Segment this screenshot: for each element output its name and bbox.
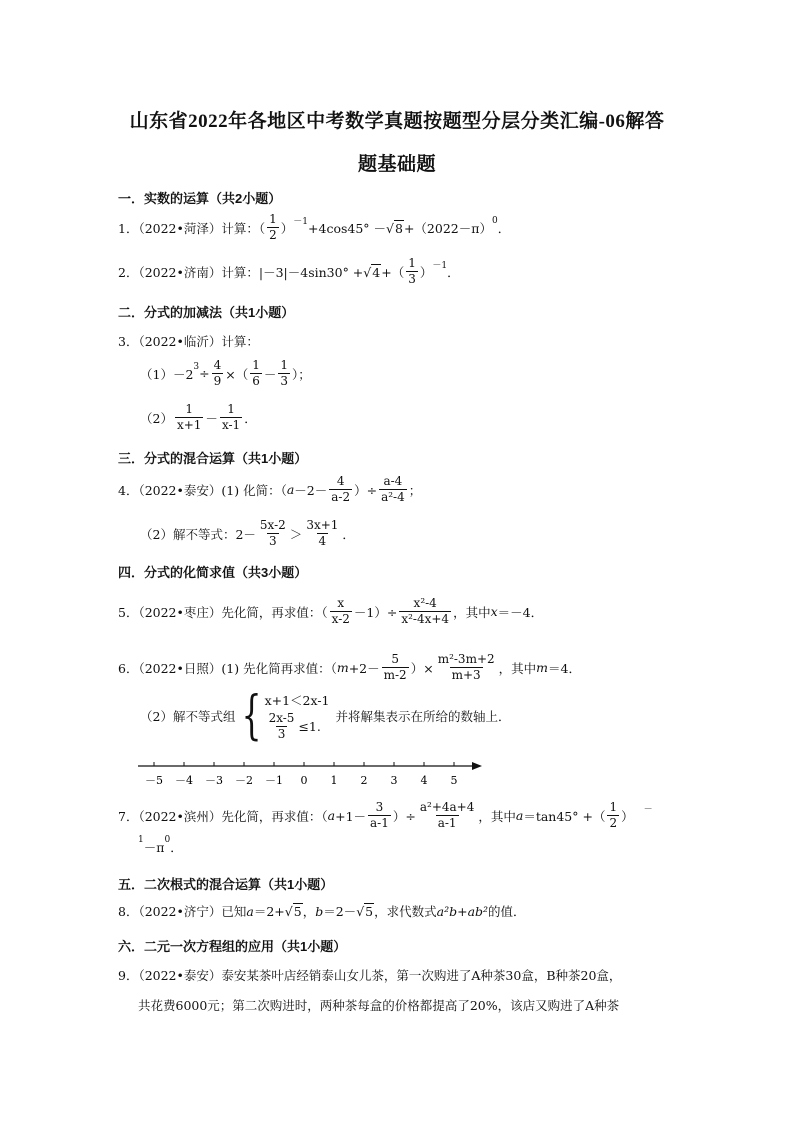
q4-fraction	[329, 474, 352, 505]
q7-variable: a	[515, 808, 524, 823]
question-2	[118, 256, 460, 287]
q6-text: 并将解集表示在所给的数轴上．	[335, 709, 511, 724]
q5-text: ，其中	[453, 604, 491, 620]
q6-text: ＝4．	[548, 660, 581, 676]
q8-radicand: 5	[365, 904, 374, 919]
frac-den: x²-4x+4	[401, 612, 450, 626]
q2-text: ）	[419, 264, 433, 280]
number-line-tick-label: 1	[330, 774, 338, 787]
q4-text: ；	[408, 482, 422, 498]
frac-num: 1	[609, 800, 618, 814]
question-3-part-2	[140, 402, 257, 433]
q3-text: （2）	[140, 410, 173, 426]
question-4-part-1	[118, 474, 421, 505]
frac-num: 1	[280, 358, 289, 372]
frac-num: 1	[185, 402, 193, 416]
q8-radicand: 5	[293, 904, 302, 919]
q1-fraction	[267, 212, 279, 243]
q8-variable: b	[315, 903, 324, 919]
q1-text: 1．（2022•菏泽）计算：（	[118, 220, 266, 236]
q4-fraction	[258, 518, 288, 549]
frac-den: x-1	[221, 418, 241, 432]
q3-text: －	[263, 366, 277, 382]
q8-text: ，	[302, 904, 316, 919]
frac-num: 4	[213, 358, 222, 372]
q8-text: 的值．	[488, 904, 526, 919]
q2-fraction	[406, 256, 418, 287]
q3-text: ×（	[225, 366, 249, 382]
question-9-line-2: 共花费6000元；第二次购进时，两种茶每盒的价格都提高了20%，该店又购进了A种茶	[138, 998, 620, 1013]
inequality-system	[265, 691, 330, 742]
section-heading-4: 四．分式的化简求值（共3小题）	[118, 565, 308, 580]
q7-exponent: 1	[138, 835, 144, 845]
number-line-tick-label: 0	[300, 774, 308, 787]
q2-sqrt: √ 4	[363, 264, 381, 280]
q4-fraction	[379, 474, 407, 505]
frac-num: a²+4a+4	[419, 800, 475, 814]
frac-num: m²-3m+2	[437, 652, 495, 666]
number-line-tick-label: －4	[175, 774, 193, 787]
question-6-part-1	[118, 652, 581, 683]
q6-fraction	[382, 652, 409, 683]
q2-frac-num: 1	[408, 256, 416, 270]
number-line-arrow	[472, 762, 482, 770]
q3-fraction	[220, 402, 242, 433]
question-3: 3．（2022•临沂）计算：	[118, 334, 259, 349]
q1-radicand: 8	[395, 220, 403, 236]
system-brace: {	[242, 686, 262, 746]
number-line-tick-label: －2	[235, 774, 253, 787]
q6-text: +2－	[348, 660, 380, 676]
q7-exponent: －	[643, 805, 653, 815]
q1-text: ）	[280, 220, 294, 236]
frac-den: m-2	[383, 668, 407, 682]
q2-frac-den: 3	[408, 272, 416, 286]
frac-num: 5	[391, 652, 399, 666]
frac-num: 3x+1	[306, 518, 339, 532]
frac-num: 3	[375, 800, 384, 814]
section-heading-3: 三．分式的混合运算（共1小题）	[118, 451, 308, 466]
q7-text: ）	[621, 808, 634, 824]
q7-variable: a	[327, 808, 336, 823]
frac-num: 4	[336, 474, 345, 488]
q8-sqrt: √ 5	[284, 904, 302, 919]
q7-text: +1－	[335, 808, 367, 824]
number-line	[130, 756, 490, 792]
q1-exponent: －1	[293, 217, 309, 227]
q3-text: ．	[244, 410, 257, 426]
number-line-tick-label: －1	[265, 774, 283, 787]
frac-den: 3	[269, 534, 277, 548]
q2-text: 2．（2022•济南）计算：|－3|－4sin30° +	[118, 264, 364, 280]
q3-text: ÷	[199, 366, 210, 381]
question-1	[118, 212, 510, 243]
question-7-continued	[138, 835, 183, 856]
number-line-tick-label: 5	[450, 774, 458, 787]
q3-fraction	[278, 358, 290, 389]
q7-text: 7．（2022•滨州）先化简，再求值：（	[118, 808, 328, 824]
frac-den: a-1	[370, 816, 389, 830]
page-title-line2: 题基础题	[357, 154, 436, 175]
frac-num: a-4	[383, 474, 403, 488]
q5-fraction	[330, 596, 352, 627]
frac-den: 4	[318, 534, 327, 548]
q1-frac-num: 1	[269, 212, 277, 226]
q3-fraction	[212, 358, 224, 389]
q2-exponent: －1	[432, 261, 448, 271]
q2-text: +（	[381, 264, 405, 280]
q6-variable: m	[336, 660, 349, 675]
number-line-tick-label: 2	[360, 774, 368, 787]
q2-text: ．	[447, 264, 460, 280]
q4-text: （2）解不等式：2－	[140, 526, 256, 542]
q1-exponent: 0	[491, 215, 498, 226]
frac-den: 2	[609, 816, 618, 830]
q4-text: 4．（2022•泰安）(1) 化简：（	[118, 482, 287, 498]
q8-sqrt: √ 5	[356, 904, 374, 919]
q8-text: ，求代数式	[374, 904, 437, 919]
q6-variable: m	[536, 660, 549, 675]
section-heading-2: 二．分式的加减法（共1小题）	[118, 305, 295, 320]
q3-text: －	[205, 410, 218, 426]
q1-text: ．	[497, 220, 511, 236]
q4-fraction	[304, 518, 340, 549]
frac-num: x²-4	[413, 596, 437, 610]
frac-num: 2x-5	[268, 710, 295, 725]
page-title-line1: 山东省2022年各地区中考数学真题按题型分层分类汇编-06解答	[129, 111, 665, 132]
q5-variable: x	[490, 604, 498, 619]
q5-fraction	[399, 596, 451, 627]
question-9-line-1: 9．（2022•泰安）泰安某茶叶店经销泰山女儿茶，第一次购进了A种茶30盒，B种茶20盒，	[118, 968, 622, 983]
number-line-tick-label: －3	[205, 774, 223, 787]
frac-den: a-2	[331, 490, 351, 504]
q7-fraction	[368, 800, 391, 831]
q8-text: ＝2+	[253, 904, 285, 919]
question-5	[118, 596, 543, 627]
frac-num: x	[337, 596, 345, 610]
q2-radicand: 4	[372, 264, 381, 280]
q4-text: －2－	[294, 482, 328, 498]
q1-text: +4cos45° －	[308, 220, 387, 236]
q6-text: ）×	[410, 660, 434, 676]
number-line-tick-label: 3	[390, 774, 398, 787]
q1-frac-den: 2	[269, 228, 277, 242]
q7-fraction	[418, 800, 477, 831]
frac-den: a²-4	[381, 490, 405, 504]
q3-text: （1）－2	[140, 366, 194, 382]
q7-text: ）÷	[392, 808, 416, 824]
q1-text: +（2022－π）	[403, 220, 492, 236]
q5-text: 5．（2022•枣庄）先化简，再求值：（	[118, 604, 328, 620]
question-3-part-1	[140, 358, 311, 389]
question-6-part-2	[140, 686, 511, 746]
frac-den: 9	[213, 374, 222, 388]
q7-text: －π	[143, 840, 165, 855]
frac-den: 6	[252, 374, 260, 388]
question-4-part-2	[140, 518, 355, 549]
q6-fraction	[267, 711, 297, 742]
frac-den: m+3	[451, 668, 481, 682]
q4-variable: a	[286, 482, 295, 497]
q1-sqrt: √ 8	[386, 220, 403, 236]
q8-variable: a	[246, 903, 254, 919]
q4-text: ．	[342, 526, 355, 542]
q7-text: ，其中	[478, 808, 516, 824]
number-line-tick-label: 4	[420, 774, 428, 787]
q8-text: 8．（2022•济宁）已知	[118, 904, 247, 919]
question-8	[118, 902, 526, 920]
q4-text: ）÷	[354, 482, 378, 498]
frac-num: 1	[227, 402, 235, 416]
frac-den: x+1	[176, 418, 202, 432]
inequality-row-1: x+1＜2x-1	[264, 692, 330, 708]
q3-fraction	[250, 358, 262, 389]
q5-text: ＝－4．	[497, 604, 544, 620]
q6-text: ≤1.	[298, 718, 321, 734]
number-line-tick-label: －5	[145, 774, 163, 787]
frac-den: 3	[280, 374, 289, 388]
frac-num: 1	[252, 358, 260, 372]
q3-exponent: 3	[193, 361, 200, 372]
q3-text: ）；	[292, 366, 311, 382]
q7-fraction	[607, 800, 619, 831]
q6-text: 6．（2022•日照）(1) 先化简再求值：（	[118, 660, 337, 676]
q3-fraction	[175, 402, 203, 433]
q7-text: ＝tan45° +（	[523, 808, 606, 824]
section-heading-5: 五．二次根式的混合运算（共1小题）	[118, 877, 334, 892]
q8-expression: a²b+ab²	[436, 903, 489, 919]
q4-text: ＞	[289, 526, 303, 542]
q7-exponent: 0	[164, 835, 171, 845]
q7-text: ．	[170, 840, 183, 855]
frac-num: 5x-2	[259, 518, 286, 532]
frac-den: x-2	[331, 612, 350, 626]
q6-text: （2）解不等式组	[140, 709, 236, 724]
q5-text: －1）÷	[353, 604, 398, 620]
question-7	[118, 800, 653, 831]
frac-den: 3	[277, 726, 286, 741]
inequality-row-2	[265, 711, 330, 742]
section-heading-6: 六．二元一次方程组的应用（共1小题）	[118, 939, 347, 954]
frac-den: a-1	[437, 816, 457, 830]
q6-fraction	[436, 652, 497, 683]
q6-text: ，其中	[498, 660, 537, 676]
q8-text: ＝2－	[323, 904, 357, 919]
section-heading-1: 一．实数的运算（共2小题）	[118, 191, 282, 206]
